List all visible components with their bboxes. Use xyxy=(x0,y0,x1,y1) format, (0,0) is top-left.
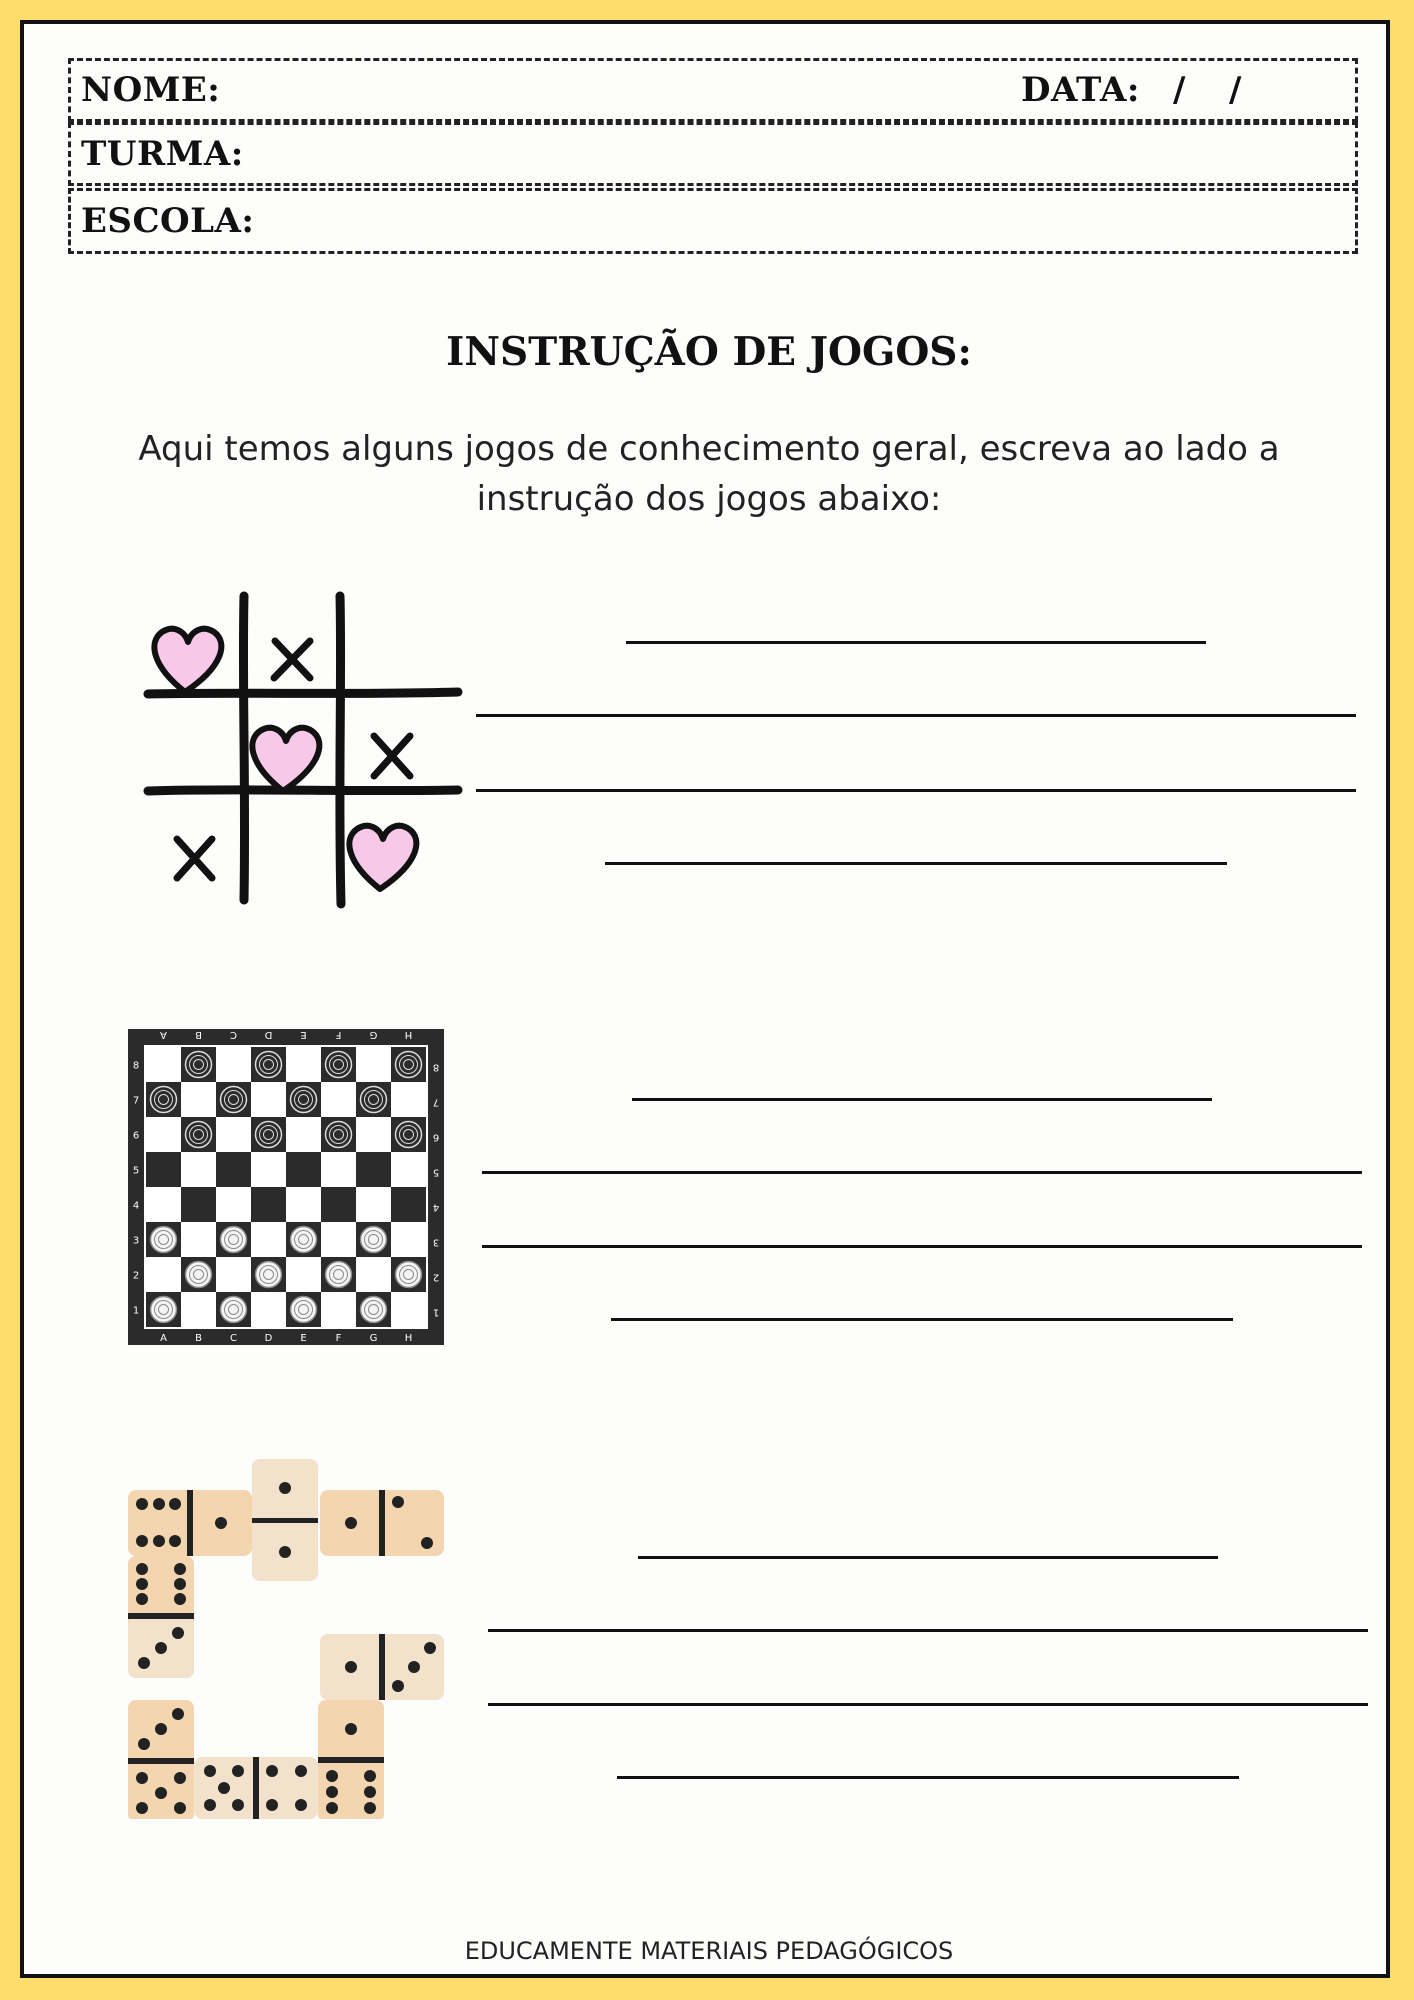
instructions-line: Aqui temos alguns jogos de conhecimento geral, escreva ao lado a xyxy=(138,429,1280,469)
answer-line xyxy=(476,789,1356,792)
date-label: DATA: xyxy=(1021,70,1140,110)
board-square xyxy=(356,1187,391,1222)
board-square xyxy=(181,1082,216,1117)
domino-tile xyxy=(320,1634,444,1700)
x-mark-icon xyxy=(177,839,212,878)
answer-line xyxy=(488,1629,1368,1632)
file-label: C xyxy=(230,1333,237,1344)
board-square xyxy=(391,1082,426,1117)
footer-credit: EDUCAMENTE MATERIAIS PEDAGÓGICOS xyxy=(464,1937,954,1965)
domino-tile xyxy=(128,1700,194,1819)
board-square xyxy=(146,1152,181,1187)
answer-line xyxy=(632,1098,1212,1101)
domino-tile xyxy=(252,1459,318,1581)
file-label: E xyxy=(300,1029,307,1040)
grid-line xyxy=(148,692,458,694)
rank-label: 1 xyxy=(432,1306,440,1318)
file-label: F xyxy=(335,1029,342,1040)
board-square xyxy=(391,1292,426,1327)
name-date-row xyxy=(68,58,1358,122)
board-square xyxy=(181,1222,216,1257)
board-square xyxy=(216,1257,251,1292)
file-label: E xyxy=(300,1333,307,1344)
board-square xyxy=(181,1152,216,1187)
board-square xyxy=(181,1292,216,1327)
board-square xyxy=(321,1222,356,1257)
board-square xyxy=(356,1117,391,1152)
board-square xyxy=(356,1152,391,1187)
rank-label: 7 xyxy=(432,1096,440,1108)
board-square xyxy=(391,1152,426,1187)
school-row xyxy=(68,188,1358,254)
rank-label: 7 xyxy=(132,1095,140,1107)
board-square xyxy=(391,1222,426,1257)
board-square xyxy=(216,1152,251,1187)
name-label: NOME: xyxy=(81,70,221,110)
rank-label: 5 xyxy=(432,1166,440,1178)
answer-line xyxy=(488,1703,1368,1706)
answer-line xyxy=(617,1776,1239,1779)
board-square xyxy=(321,1082,356,1117)
board-square xyxy=(146,1257,181,1292)
board-square xyxy=(251,1187,286,1222)
x-mark-icon xyxy=(374,736,410,776)
board-square xyxy=(251,1292,286,1327)
rank-label: 6 xyxy=(132,1130,140,1142)
file-label: H xyxy=(404,1029,413,1040)
board-square xyxy=(391,1187,426,1222)
board-square xyxy=(251,1152,286,1187)
instructions-text xyxy=(124,424,1294,524)
dominoes-image xyxy=(128,1459,444,1819)
board-square xyxy=(251,1222,286,1257)
domino-tile xyxy=(318,1700,384,1819)
file-label: G xyxy=(369,1333,378,1344)
file-label: B xyxy=(195,1029,202,1040)
rank-label: 2 xyxy=(432,1271,440,1283)
board-square xyxy=(286,1257,321,1292)
file-label: C xyxy=(230,1029,237,1040)
rank-label: 8 xyxy=(132,1060,140,1072)
file-label: B xyxy=(195,1333,202,1344)
x-mark-icon xyxy=(274,641,310,678)
domino-tile xyxy=(128,1556,194,1678)
tic-tac-toe-image xyxy=(140,584,470,914)
grid-line xyxy=(148,790,458,791)
answer-line xyxy=(611,1318,1233,1321)
rank-label: 3 xyxy=(132,1235,140,1247)
board-square xyxy=(321,1152,356,1187)
board-square xyxy=(146,1117,181,1152)
file-label: D xyxy=(264,1029,273,1040)
answer-line xyxy=(605,862,1227,865)
file-label: D xyxy=(264,1333,273,1344)
file-label: G xyxy=(369,1029,378,1040)
heart-icon xyxy=(154,629,221,692)
board-square xyxy=(321,1292,356,1327)
board-square xyxy=(286,1047,321,1082)
heart-icon xyxy=(252,728,319,791)
board-square xyxy=(146,1047,181,1082)
domino-tile xyxy=(128,1490,252,1556)
rank-label: 3 xyxy=(432,1236,440,1248)
board-square xyxy=(251,1082,286,1117)
heart-icon xyxy=(349,826,416,889)
rank-label: 1 xyxy=(132,1305,140,1317)
rank-label: 8 xyxy=(432,1061,440,1073)
file-label: H xyxy=(404,1333,413,1344)
file-label: F xyxy=(335,1333,342,1344)
domino-tile xyxy=(320,1490,444,1556)
board-square xyxy=(286,1117,321,1152)
board-square xyxy=(356,1257,391,1292)
checkers-board-image xyxy=(128,1029,444,1345)
answer-line xyxy=(482,1171,1362,1174)
class-label: TURMA: xyxy=(81,134,244,174)
file-label: A xyxy=(160,1029,167,1040)
rank-label: 2 xyxy=(132,1270,140,1282)
answer-line xyxy=(626,641,1206,644)
board-square xyxy=(216,1117,251,1152)
file-label: A xyxy=(160,1333,167,1344)
worksheet-page xyxy=(20,20,1390,1978)
grid-line xyxy=(243,596,244,900)
board-square xyxy=(146,1187,181,1222)
board-square xyxy=(321,1187,356,1222)
board-square xyxy=(216,1187,251,1222)
answer-line xyxy=(476,714,1356,717)
class-row xyxy=(68,122,1358,186)
board-square xyxy=(286,1187,321,1222)
domino-tile xyxy=(194,1757,318,1819)
page-title: INSTRUÇÃO DE JOGOS: xyxy=(446,329,972,375)
date-separator: / xyxy=(1229,70,1242,110)
board-square xyxy=(216,1047,251,1082)
rank-label: 4 xyxy=(432,1201,440,1213)
board-square xyxy=(286,1152,321,1187)
board-square xyxy=(181,1187,216,1222)
rank-label: 5 xyxy=(132,1165,140,1177)
instructions-line: instrução dos jogos abaixo: xyxy=(476,479,942,519)
rank-label: 4 xyxy=(132,1200,140,1212)
school-label: ESCOLA: xyxy=(81,201,255,241)
answer-line xyxy=(638,1556,1218,1559)
date-separator: / xyxy=(1173,70,1186,110)
grid-line xyxy=(340,596,341,904)
rank-label: 6 xyxy=(432,1131,440,1143)
answer-line xyxy=(482,1245,1362,1248)
board-square xyxy=(356,1047,391,1082)
